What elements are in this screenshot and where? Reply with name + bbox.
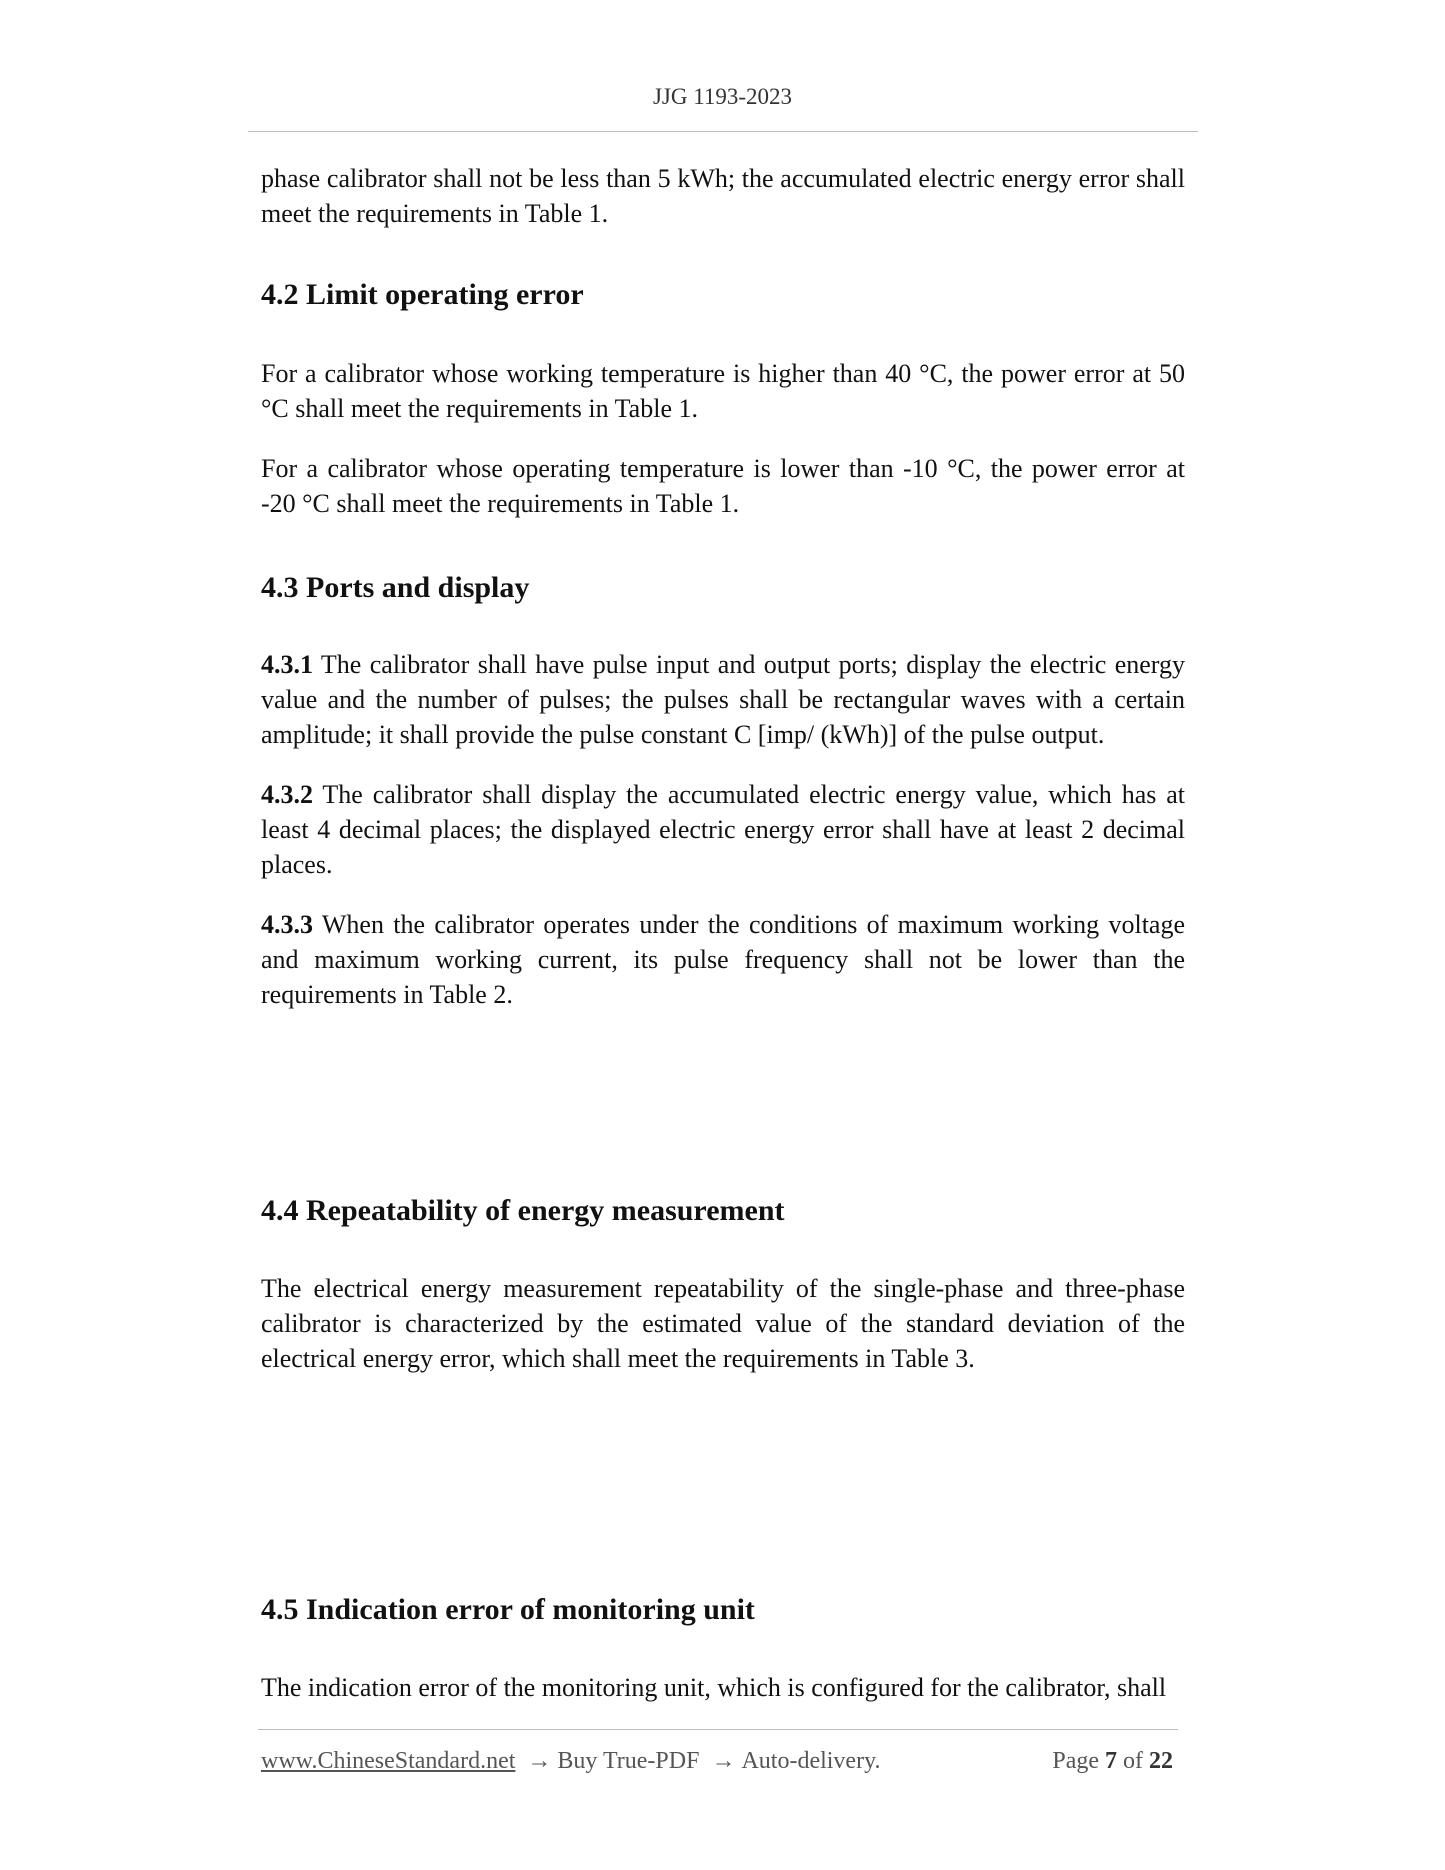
section-4-5-paragraph: The indication error of the monitoring unit, which is configured for the calibrator, shall <box>261 1673 1167 1702</box>
section-4-4-paragraph: The electrical energy measurement repeatability of the single-phase and three-phase calibrator is characterized by the estimated value of the standard deviation of the electrical energy error, which shall meet the requirements in Table 3. <box>261 1274 1185 1373</box>
section-4-2-heading: 4.2 Limit operating error <box>261 278 584 311</box>
clause-4-3-2 <box>261 777 1185 882</box>
clause-text: The calibrator shall display the accumulated electric energy value, which has at least 4 decimal places; the displayed electric energy error shall have at least 2 decimal places. <box>261 780 1185 879</box>
page-footer <box>261 1748 1181 1780</box>
footer-divider <box>258 1729 1178 1730</box>
clause-4-3-3 <box>261 907 1185 1012</box>
section-4-2-paragraph-1: For a calibrator whose working temperature is higher than 40 °C, the power error at 50 °C shall meet the requirements in Table 1. <box>261 359 1185 423</box>
clause-4-3-1 <box>261 647 1185 752</box>
section-4-3-heading: 4.3 Ports and display <box>261 571 530 604</box>
page-indicator <box>1052 1748 1173 1775</box>
arrow-right-icon: → <box>527 1748 552 1774</box>
of-label: of <box>1123 1748 1143 1774</box>
section-4-4-heading: 4.4 Repeatability of energy measurement <box>261 1194 785 1227</box>
site-link[interactable]: www.ChineseStandard.net <box>261 1748 516 1774</box>
total-pages-number: 22 <box>1149 1748 1173 1774</box>
clause-number: 4.3.3 <box>261 910 313 939</box>
page-label: Page <box>1052 1748 1099 1774</box>
clause-text: The calibrator shall have pulse input and output ports; display the electric energy value and the number of pulses; the pulses shall be rectangular waves with a certain amplitude; it shall provide the pulse constant C [imp/ (kWh)] of the pulse output. <box>261 650 1185 749</box>
arrow-right-icon: → <box>711 1748 736 1774</box>
section-4-2-paragraph-2: For a calibrator whose operating temperature is lower than -10 °C, the power error at -20 °C shall meet the requirements in Table 1. <box>261 454 1185 518</box>
clause-number: 4.3.1 <box>261 650 313 679</box>
clause-number: 4.3.2 <box>261 780 313 809</box>
section-4-5-heading: 4.5 Indication error of monitoring unit <box>261 1593 755 1626</box>
buy-pdf-text: Buy True-PDF <box>557 1748 700 1774</box>
current-page-number: 7 <box>1105 1748 1117 1774</box>
clause-text: When the calibrator operates under the conditions of maximum working voltage and maximum working current, its pulse frequency shall not be lower than the requirements in Table 2. <box>261 910 1185 1009</box>
header-divider <box>248 131 1198 132</box>
auto-delivery-text: Auto-delivery. <box>741 1748 881 1774</box>
running-header: JJG 1193-2023 <box>652 84 793 109</box>
intro-paragraph: phase calibrator shall not be less than 5 kWh; the accumulated electric energy error shall meet the requirements in Table 1. <box>261 164 1185 228</box>
